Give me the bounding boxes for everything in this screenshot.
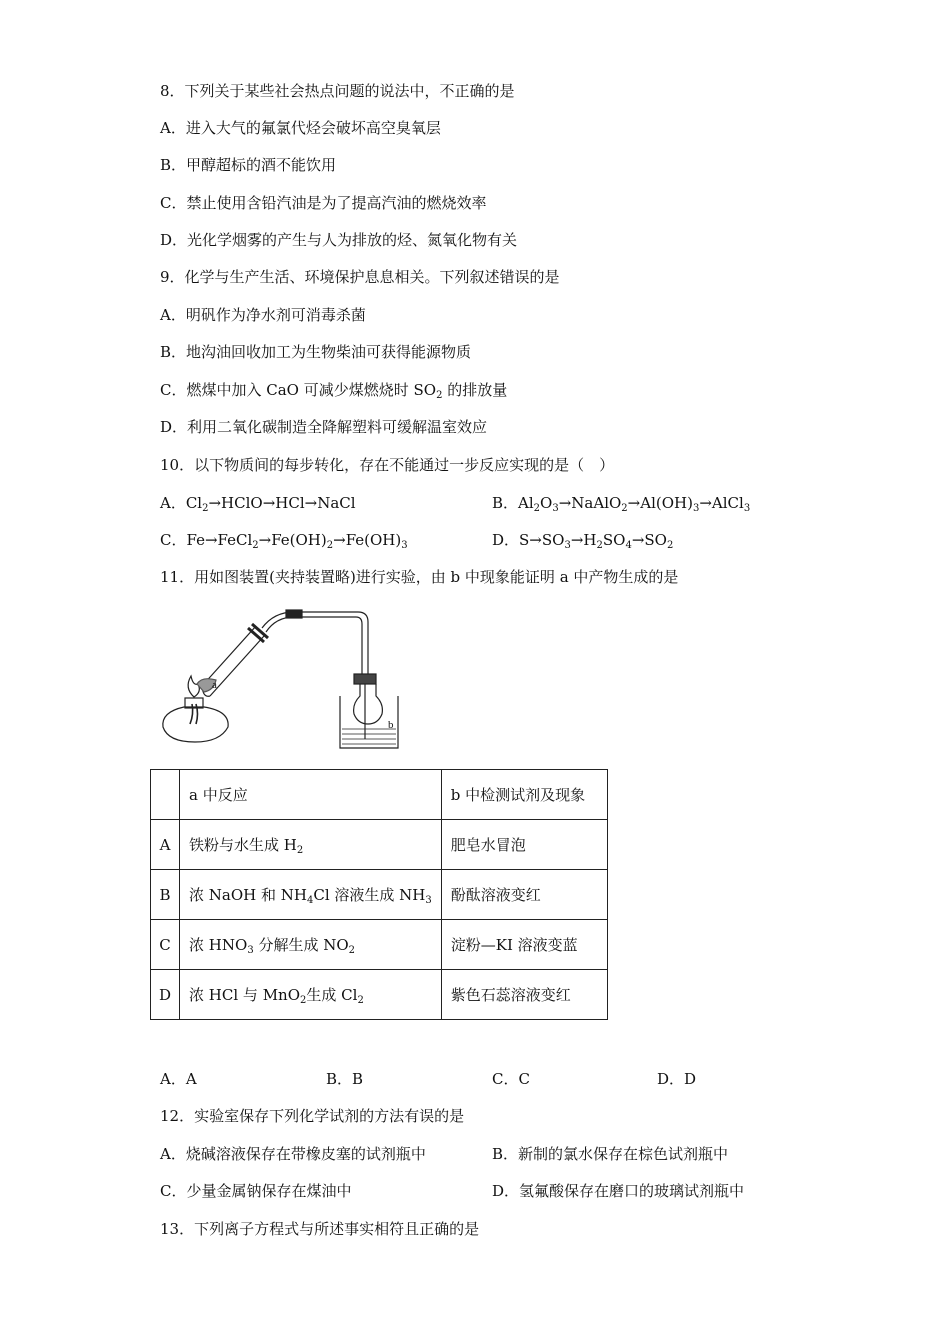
tube-connector [286,610,302,618]
q11-table [150,769,608,1020]
liquid-lines [342,729,396,744]
table-row [151,870,608,920]
q11-choice-c: C．C [492,1070,530,1088]
q8-option-b: B．甲醇超标的酒不能饮用 [160,156,337,174]
row-observation: 肥皂水冒泡 [441,820,607,870]
q10-b-s5: 2 [621,503,628,514]
row-observation: 淀粉—KI 溶液变蓝 [441,920,607,970]
q10-d-s3: 2 [596,540,603,551]
row-key: D [151,970,180,1020]
row-reaction [180,870,442,920]
q10-d-s1: 3 [564,540,571,551]
r1-s3: 3 [425,895,432,906]
row-key: B [151,870,180,920]
q13-stem: 13．下列离子方程式与所述事实相符且正确的是 [160,1220,480,1238]
delivery-tube-bottom [266,617,362,682]
r0-t0: 铁粉与水生成 H [189,836,297,854]
q9-option-d: D．利用二氧化碳制造全降解塑料可缓解温室效应 [160,418,488,436]
r1-t2: Cl 溶液生成 NH [313,886,426,904]
q10-b-t8: →AlCl [699,494,744,512]
q10-b-t2: O [540,494,553,512]
table-row [151,920,608,970]
q11-choice-d: D．D [657,1070,697,1088]
stopper-1 [248,628,264,642]
q10-b-s7: 3 [692,503,700,514]
q9-option-b: B．地沟油回收加工为生物柴油可获得能源物质 [160,343,472,361]
row-observation: 紫色石蕊溶液变红 [441,970,607,1020]
row-reaction [180,920,442,970]
flask [354,684,383,724]
q10-d-t6: →SO [631,531,667,549]
q10-b-s3: 3 [552,503,559,514]
table-header-row [151,770,608,820]
q11-choice-b: B．B [326,1070,364,1088]
q10-d-s7: 2 [666,540,674,551]
q12-stem: 12．实验室保存下列化学试剂的方法有误的是 [160,1107,465,1125]
row-reaction [180,970,442,1020]
label-a: a [212,679,217,691]
q9-c-text-end: 的排放量 [442,381,508,399]
stopper-2 [252,624,268,638]
table-row [151,820,608,870]
q10-a-t0: A．Cl [160,494,203,512]
q8-option-a: A．进入大气的氟氯代烃会破坏高空臭氧层 [160,119,441,137]
flask-stopper [354,674,376,684]
q10-c-s3: 2 [326,540,334,551]
q8-option-d: D．光化学烟雾的产生与人为排放的烃、氮氧化物有关 [160,231,518,249]
q10-d-t0: D．S→SO [492,531,565,549]
q10-b-s9: 3 [743,503,751,514]
q10-b-t0: B．Al [492,494,534,512]
r2-t0: 浓 HNO [189,936,248,954]
q10-a-t2: →HClO→HCl→NaCl [208,494,356,512]
r3-t2: 生成 Cl [306,986,358,1004]
r2-s1: 3 [247,945,254,956]
q10-c-t2: →Fe(OH) [258,531,327,549]
q10-option-d [492,530,673,550]
q10-c-s1: 2 [252,540,259,551]
q10-option-c [160,530,408,550]
r0-s1: 2 [296,845,304,856]
label-b: b [388,719,394,731]
q10-b-t4: →NaAlO [558,494,622,512]
q10-c-s5: 3 [401,540,408,551]
r3-s3: 2 [357,995,364,1006]
q8-stem: 8．下列关于某些社会热点问题的说法中，不正确的是 [160,82,515,100]
q10-d-t2: →H [570,531,597,549]
q10-c-t0: C．Fe→FeCl [160,531,253,549]
q10-stem: 10．以下物质间的每步转化，存在不能通过一步反应实现的是（ ） [160,456,615,474]
q11-stem: 11．用如图装置(夹持装置略)进行实验，由 b 中现象能证明 a 中产物生成的是 [160,568,679,586]
apparatus-figure [158,604,418,754]
r2-t2: 分解生成 NO [253,936,349,954]
header-blank [151,770,180,820]
q10-d-s5: 4 [625,540,632,551]
q12-option-d: D．氢氟酸保存在磨口的玻璃试剂瓶中 [492,1182,745,1200]
r3-s1: 2 [300,995,307,1006]
q9-option-c [160,380,507,400]
q9-stem: 9．化学与生产生活、环境保护息息相关。下列叙述错误的是 [160,268,560,286]
header-detection: b 中检测试剂及现象 [441,770,607,820]
q12-option-b: B．新制的氯水保存在棕色试剂瓶中 [492,1145,729,1163]
row-key: A [151,820,180,870]
q10-b-s1: 2 [533,503,541,514]
q9-c-sub: 2 [436,390,443,401]
r1-t0: 浓 NaOH 和 NH [189,886,307,904]
q11-choice-a: A．A [160,1070,197,1088]
table-row [151,970,608,1020]
row-reaction [180,820,442,870]
q12-option-c: C．少量金属钠保存在煤油中 [160,1182,352,1200]
alcohol-lamp-body [163,707,228,742]
q10-option-a [160,493,356,513]
q9-option-a: A．明矾作为净水剂可消毒杀菌 [160,306,366,324]
q10-option-b [492,493,750,513]
q12-option-a: A．烧碱溶液保存在带橡皮塞的试剂瓶中 [160,1145,426,1163]
q10-d-t4: SO [602,531,626,549]
r1-s1: 4 [307,895,314,906]
q10-a-s1: 2 [202,503,209,514]
row-key: C [151,920,180,970]
q9-c-text: C．燃煤中加入 CaO 可减少煤燃烧时 SO [160,381,437,399]
q10-b-t6: →Al(OH) [627,494,693,512]
header-reaction: a 中反应 [180,770,442,820]
r3-t0: 浓 HCl 与 MnO [189,986,301,1004]
lamp-flame [188,676,199,697]
delivery-tube-top [262,612,368,682]
r2-s3: 2 [348,945,356,956]
q8-option-c: C．禁止使用含铅汽油是为了提高汽油的燃烧效率 [160,194,487,212]
row-observation: 酚酞溶液变红 [441,870,607,920]
q10-c-t4: →Fe(OH) [333,531,402,549]
